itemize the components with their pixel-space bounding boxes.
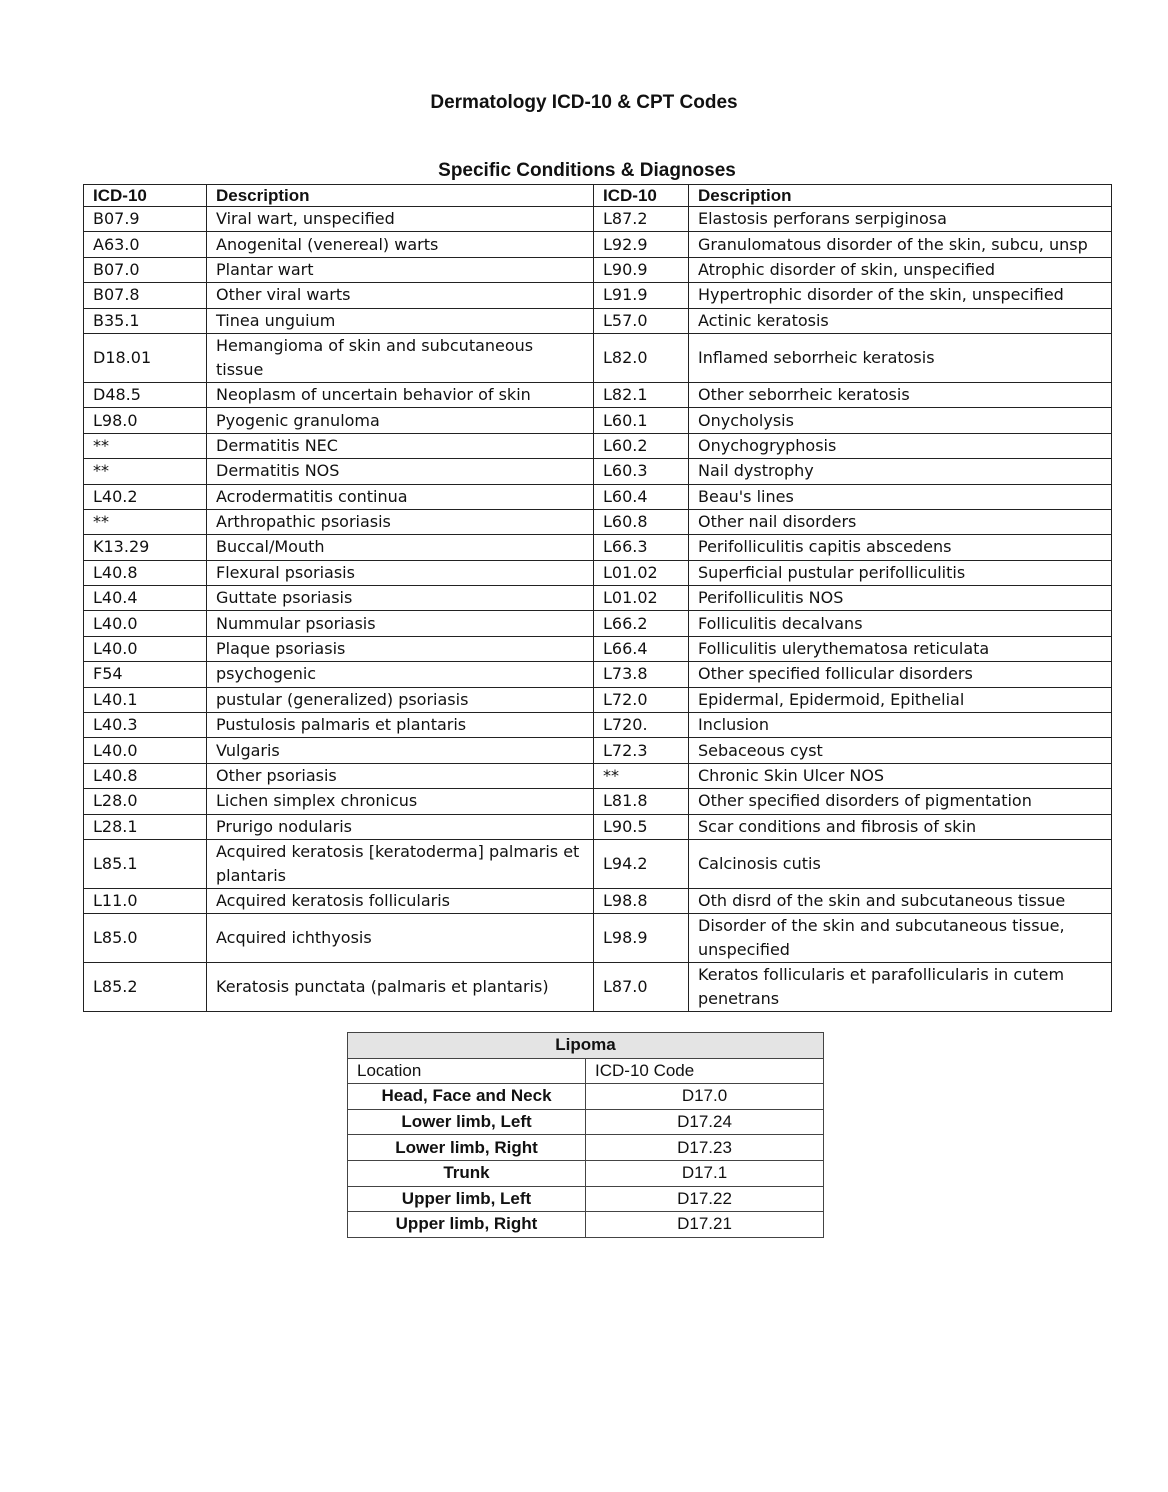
header-icd10-right: ICD-10	[594, 185, 689, 207]
lipoma-code: D17.21	[586, 1212, 824, 1238]
table-row	[84, 408, 1112, 433]
table-row	[84, 433, 1112, 458]
code-cell: L60.3	[594, 459, 689, 484]
table-row	[84, 586, 1112, 611]
table-row	[84, 888, 1112, 913]
description-cell: Beau's lines	[689, 484, 1112, 509]
code-cell: D18.01	[84, 333, 207, 382]
description-cell: Elastosis perforans serpiginosa	[689, 207, 1112, 232]
lipoma-location: Upper limb, Right	[348, 1212, 586, 1238]
description-cell: Arthropathic psoriasis	[207, 509, 594, 534]
description-cell: psychogenic	[207, 662, 594, 687]
lipoma-row	[348, 1135, 824, 1161]
description-cell: Buccal/Mouth	[207, 535, 594, 560]
lipoma-row	[348, 1084, 824, 1110]
code-cell: L66.2	[594, 611, 689, 636]
code-cell: L60.8	[594, 509, 689, 534]
code-cell: L72.0	[594, 687, 689, 712]
code-cell: L90.9	[594, 257, 689, 282]
description-cell: Epidermal, Epidermoid, Epithelial	[689, 687, 1112, 712]
code-cell: L73.8	[594, 662, 689, 687]
code-cell: L60.4	[594, 484, 689, 509]
description-cell: Atrophic disorder of skin, unspecified	[689, 257, 1112, 282]
description-cell: Plaque psoriasis	[207, 636, 594, 661]
table-row	[84, 814, 1112, 839]
description-cell: Sebaceous cyst	[689, 738, 1112, 763]
lipoma-row	[348, 1212, 824, 1238]
description-cell: Other specified follicular disorders	[689, 662, 1112, 687]
code-cell: **	[84, 433, 207, 458]
code-cell: L40.0	[84, 738, 207, 763]
table-row	[84, 257, 1112, 282]
code-cell: L98.9	[594, 914, 689, 963]
table-row	[84, 535, 1112, 560]
header-description-right: Description	[689, 185, 1112, 207]
header-icd10-left: ICD-10	[84, 185, 207, 207]
table-row	[84, 636, 1112, 661]
codes-table	[83, 184, 1112, 1012]
code-cell: L87.2	[594, 207, 689, 232]
description-cell: Nummular psoriasis	[207, 611, 594, 636]
code-cell: L40.0	[84, 611, 207, 636]
table-row	[84, 763, 1112, 788]
table-row	[84, 963, 1112, 1012]
lipoma-location: Lower limb, Left	[348, 1109, 586, 1135]
code-cell: A63.0	[84, 232, 207, 257]
code-cell: **	[594, 763, 689, 788]
description-cell: Actinic keratosis	[689, 308, 1112, 333]
lipoma-code: D17.23	[586, 1135, 824, 1161]
code-cell: L81.8	[594, 789, 689, 814]
description-cell: Scar conditions and fibrosis of skin	[689, 814, 1112, 839]
code-cell: L57.0	[594, 308, 689, 333]
description-cell: Folliculitis decalvans	[689, 611, 1112, 636]
description-cell: Other seborrheic keratosis	[689, 382, 1112, 407]
table-row	[84, 738, 1112, 763]
code-cell: **	[84, 459, 207, 484]
description-cell: Acquired keratosis [keratoderma] palmaris et plantaris	[207, 839, 594, 888]
code-cell: L85.1	[84, 839, 207, 888]
description-cell: Anogenital (venereal) warts	[207, 232, 594, 257]
code-cell: L85.2	[84, 963, 207, 1012]
code-cell: L720.	[594, 713, 689, 738]
codes-table-header	[84, 185, 1112, 207]
description-cell: Plantar wart	[207, 257, 594, 282]
description-cell: Acquired ichthyosis	[207, 914, 594, 963]
code-cell: L66.3	[594, 535, 689, 560]
table-row	[84, 611, 1112, 636]
description-cell: Other specified disorders of pigmentation	[689, 789, 1112, 814]
description-cell: Superficial pustular perifolliculitis	[689, 560, 1112, 585]
lipoma-location: Upper limb, Left	[348, 1186, 586, 1212]
table-row	[84, 459, 1112, 484]
table-row	[84, 509, 1112, 534]
code-cell: L82.1	[594, 382, 689, 407]
description-cell: pustular (generalized) psoriasis	[207, 687, 594, 712]
code-cell: L40.8	[84, 560, 207, 585]
description-cell: Other viral warts	[207, 283, 594, 308]
code-cell: L40.4	[84, 586, 207, 611]
table-row	[84, 333, 1112, 382]
code-cell: L98.8	[594, 888, 689, 913]
code-cell: L28.1	[84, 814, 207, 839]
description-cell: Acrodermatitis continua	[207, 484, 594, 509]
description-cell: Folliculitis ulerythematosa reticulata	[689, 636, 1112, 661]
table-row	[84, 713, 1112, 738]
description-cell: Keratos follicularis et parafollicularis in cutem penetrans	[689, 963, 1112, 1012]
code-cell: B07.9	[84, 207, 207, 232]
description-cell: Inclusion	[689, 713, 1112, 738]
code-cell: L90.5	[594, 814, 689, 839]
code-cell: L91.9	[594, 283, 689, 308]
code-cell: L01.02	[594, 586, 689, 611]
lipoma-header-code: ICD-10 Code	[586, 1058, 824, 1084]
lipoma-location: Trunk	[348, 1160, 586, 1186]
lipoma-header-location: Location	[348, 1058, 586, 1084]
description-cell: Onychogryphosis	[689, 433, 1112, 458]
description-cell: Inflamed seborrheic keratosis	[689, 333, 1112, 382]
description-cell: Viral wart, unspecified	[207, 207, 594, 232]
description-cell: Granulomatous disorder of the skin, subcu, unsp	[689, 232, 1112, 257]
description-cell: Dermatitis NEC	[207, 433, 594, 458]
code-cell: L11.0	[84, 888, 207, 913]
description-cell: Disorder of the skin and subcutaneous tissue, unspecified	[689, 914, 1112, 963]
description-cell: Keratosis punctata (palmaris et plantaris)	[207, 963, 594, 1012]
lipoma-code: D17.1	[586, 1160, 824, 1186]
description-cell: Other psoriasis	[207, 763, 594, 788]
code-cell: L98.0	[84, 408, 207, 433]
description-cell: Chronic Skin Ulcer NOS	[689, 763, 1112, 788]
table-row	[84, 232, 1112, 257]
lipoma-location: Lower limb, Right	[348, 1135, 586, 1161]
description-cell: Hypertrophic disorder of the skin, unspecified	[689, 283, 1112, 308]
description-cell: Neoplasm of uncertain behavior of skin	[207, 382, 594, 407]
code-cell: L60.2	[594, 433, 689, 458]
description-cell: Nail dystrophy	[689, 459, 1112, 484]
description-cell: Acquired keratosis follicularis	[207, 888, 594, 913]
description-cell: Other nail disorders	[689, 509, 1112, 534]
table-row	[84, 839, 1112, 888]
description-cell: Oth disrd of the skin and subcutaneous tissue	[689, 888, 1112, 913]
code-cell: L01.02	[594, 560, 689, 585]
code-cell: L94.2	[594, 839, 689, 888]
lipoma-row	[348, 1186, 824, 1212]
lipoma-row	[348, 1109, 824, 1135]
description-cell: Onycholysis	[689, 408, 1112, 433]
lipoma-code: D17.0	[586, 1084, 824, 1110]
code-cell: L87.0	[594, 963, 689, 1012]
description-cell: Pustulosis palmaris et plantaris	[207, 713, 594, 738]
code-cell: B07.8	[84, 283, 207, 308]
table-row	[84, 283, 1112, 308]
table-row	[84, 789, 1112, 814]
description-cell: Flexural psoriasis	[207, 560, 594, 585]
code-cell: L40.1	[84, 687, 207, 712]
table-row	[84, 560, 1112, 585]
lipoma-location: Head, Face and Neck	[348, 1084, 586, 1110]
code-cell: L40.8	[84, 763, 207, 788]
code-cell: L72.3	[594, 738, 689, 763]
code-cell: D48.5	[84, 382, 207, 407]
code-cell: L40.0	[84, 636, 207, 661]
code-cell: L28.0	[84, 789, 207, 814]
lipoma-row	[348, 1160, 824, 1186]
code-cell: B07.0	[84, 257, 207, 282]
table-row	[84, 687, 1112, 712]
lipoma-table	[347, 1032, 824, 1238]
header-description-left: Description	[207, 185, 594, 207]
code-cell: F54	[84, 662, 207, 687]
table-row	[84, 662, 1112, 687]
description-cell: Lichen simplex chronicus	[207, 789, 594, 814]
code-cell: B35.1	[84, 308, 207, 333]
document-title: Dermatology ICD-10 & CPT Codes	[430, 92, 738, 113]
description-cell: Vulgaris	[207, 738, 594, 763]
table-row	[84, 308, 1112, 333]
lipoma-code: D17.22	[586, 1186, 824, 1212]
table-row	[84, 914, 1112, 963]
description-cell: Prurigo nodularis	[207, 814, 594, 839]
description-cell: Dermatitis NOS	[207, 459, 594, 484]
code-cell: L92.9	[594, 232, 689, 257]
code-cell: L82.0	[594, 333, 689, 382]
table-row	[84, 207, 1112, 232]
code-cell: K13.29	[84, 535, 207, 560]
description-cell: Guttate psoriasis	[207, 586, 594, 611]
table-row	[84, 382, 1112, 407]
description-cell: Calcinosis cutis	[689, 839, 1112, 888]
description-cell: Tinea unguium	[207, 308, 594, 333]
code-cell: L40.3	[84, 713, 207, 738]
code-cell: L66.4	[594, 636, 689, 661]
description-cell: Perifolliculitis NOS	[689, 586, 1112, 611]
description-cell: Perifolliculitis capitis abscedens	[689, 535, 1112, 560]
section-title: Specific Conditions & Diagnoses	[438, 160, 736, 181]
code-cell: **	[84, 509, 207, 534]
code-cell: L85.0	[84, 914, 207, 963]
lipoma-code: D17.24	[586, 1109, 824, 1135]
lipoma-title: Lipoma	[348, 1033, 824, 1059]
description-cell: Pyogenic granuloma	[207, 408, 594, 433]
table-row	[84, 484, 1112, 509]
code-cell: L60.1	[594, 408, 689, 433]
code-cell: L40.2	[84, 484, 207, 509]
description-cell: Hemangioma of skin and subcutaneous tissue	[207, 333, 594, 382]
